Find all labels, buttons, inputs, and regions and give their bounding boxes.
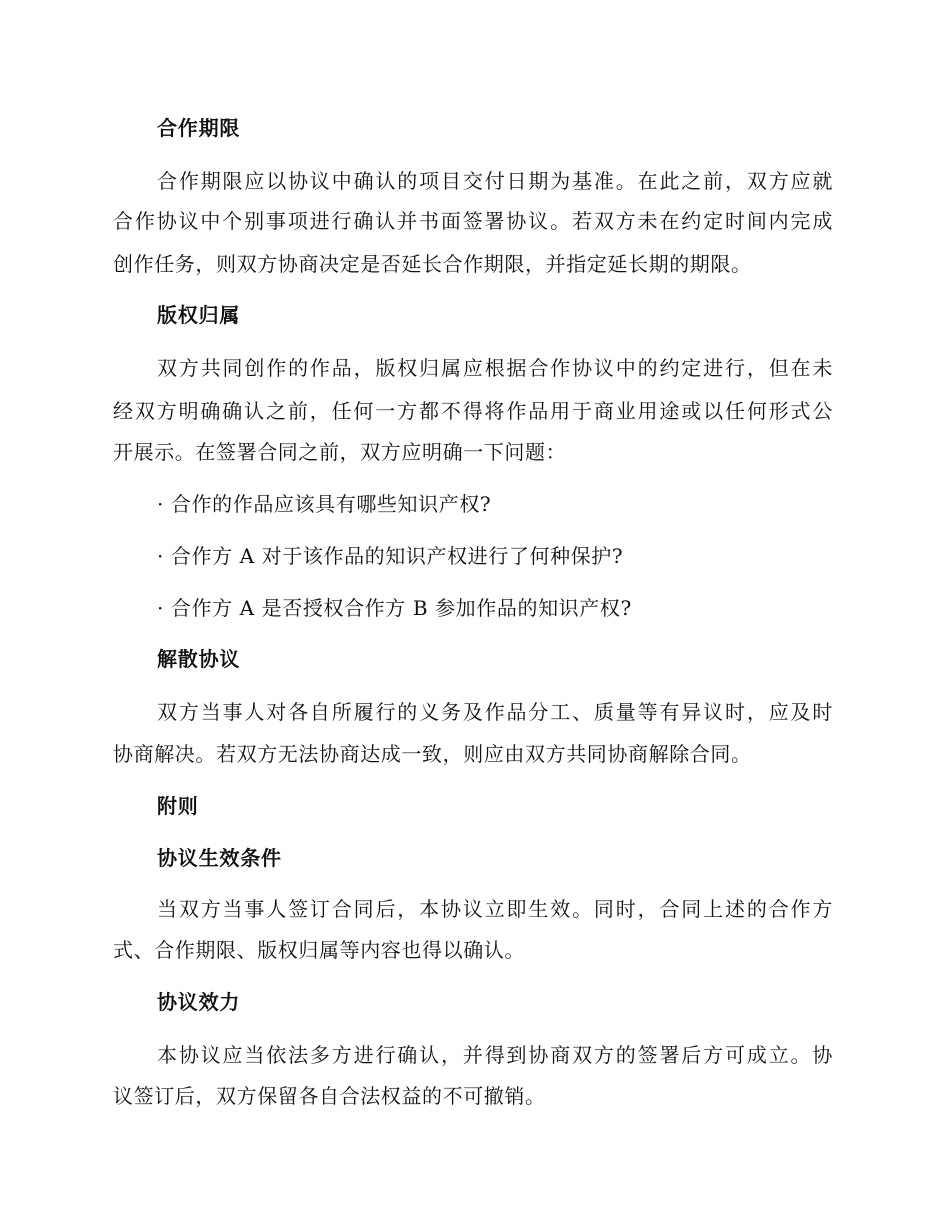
bullet-item: · 合作方 A 是否授权合作方 B 参加作品的知识产权? — [157, 596, 632, 620]
heading-term: 合作期限 — [157, 116, 241, 140]
paragraph-line: 经双方明确确认之前，任何一方都不得将作品用于商业用途或以任何形式公 — [113, 399, 833, 423]
paragraph-line: 开展示。在签署合同之前，双方应明确一下问题： — [113, 440, 567, 464]
paragraph-line: 双方共同创作的作品，版权归属应根据合作协议中的约定进行，但在未 — [157, 356, 833, 380]
bullet-item: · 合作方 A 对于该作品的知识产权进行了何种保护? — [157, 544, 624, 568]
paragraph-line: 当双方当事人签订合同后，本协议立即生效。同时，合同上述的合作方 — [157, 897, 833, 921]
paragraph-line: 创作任务，则双方协商决定是否延长合作期限，并指定延长期的期限。 — [113, 252, 752, 276]
paragraph-line: 议签订后，双方保留各自合法权益的不可撤销。 — [113, 1084, 546, 1108]
paragraph-line: 协商解决。若双方无法协商达成一致，则应由双方共同协商解除合同。 — [113, 742, 752, 766]
bullet-item: · 合作的作品应该具有哪些知识产权? — [157, 492, 492, 516]
heading-dissolution: 解散协议 — [157, 647, 241, 671]
heading-effective: 协议生效条件 — [157, 846, 282, 870]
heading-validity: 协议效力 — [157, 990, 241, 1014]
paragraph-line: 合作期限应以协议中确认的项目交付日期为基准。在此之前，双方应就 — [157, 169, 833, 193]
heading-appendix: 附则 — [157, 794, 199, 818]
paragraph-line: 合作协议中个别事项进行确认并书面签署协议。若双方未在约定时间内完成 — [113, 209, 833, 233]
paragraph-line: 本协议应当依法多方进行确认，并得到协商双方的签署后方可成立。协 — [157, 1043, 833, 1067]
paragraph-line: 双方当事人对各自所履行的义务及作品分工、质量等有异议时，应及时 — [157, 700, 833, 724]
paragraph-line: 式、合作期限、版权归属等内容也得以确认。 — [113, 938, 525, 962]
heading-copyright: 版权归属 — [157, 303, 241, 327]
